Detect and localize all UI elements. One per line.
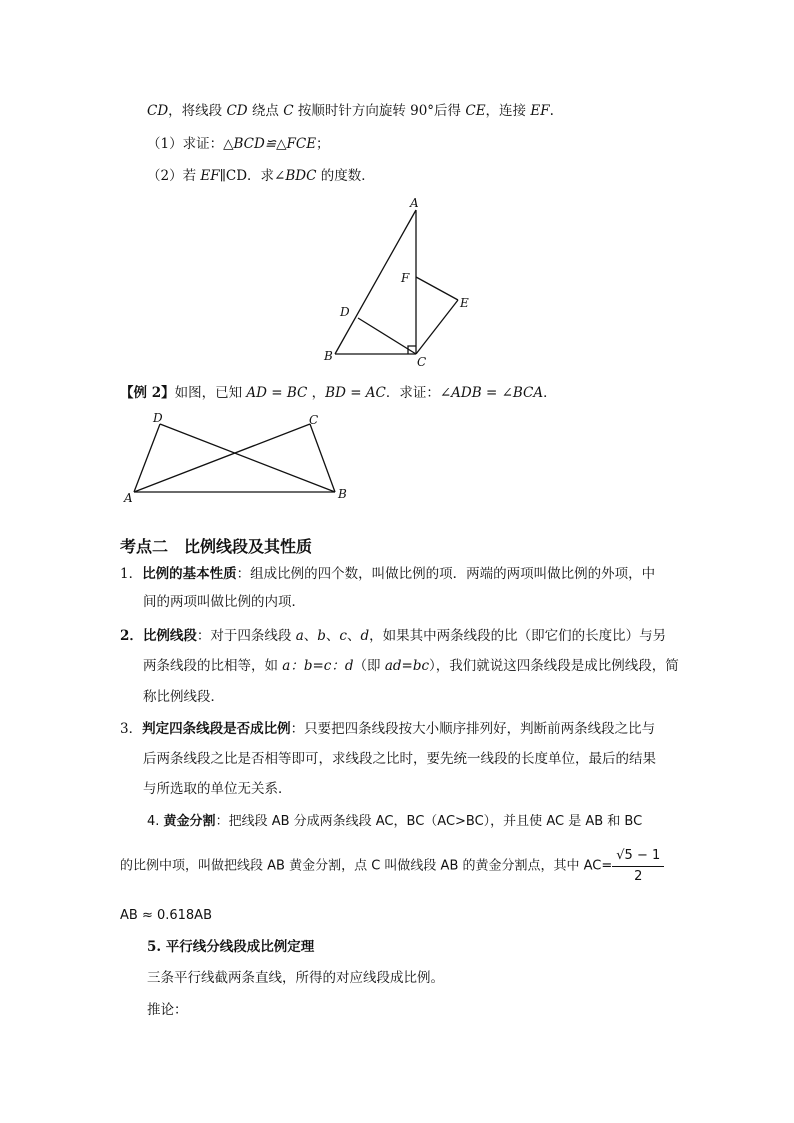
label-d: D <box>340 305 350 319</box>
item2-line2: 两条线段的比相等，如 a：b=c：d（即 ad=bc），我们就说这四条线段是成比例线段，简 <box>143 658 679 674</box>
example-label: 【例 2】 <box>120 385 175 401</box>
item4-line1: 4. 黄金分割：把线段 AB 分成两条线段 AC，BC（AC>BC），并且使 AC 是 AB 和 BC <box>147 814 643 829</box>
problem1-question1: （1）求证：△BCD≌△FCE； <box>147 136 330 152</box>
label-d2: D <box>153 411 163 425</box>
line-ce <box>416 300 458 354</box>
item4-line3: AB ≈ 0.618AB <box>120 908 212 923</box>
label-e: E <box>460 296 469 310</box>
item1-term: 比例的基本性质 <box>142 566 237 582</box>
item5-title: 5. 平行线分线段成比例定理 <box>147 939 315 955</box>
congruence-statement: △BCD≌△FCE <box>223 136 317 152</box>
line-fe <box>416 277 458 300</box>
item3-line2: 后两条线段之比是否相等即可，求线段之比时，要先统一线段的长度单位，最后的结果 <box>143 751 656 767</box>
item3-term: 判定四条线段是否成比例 <box>142 721 291 737</box>
line-ad2 <box>134 424 160 492</box>
item3-line3: 与所选取的单位无关系． <box>143 781 292 797</box>
item3-line1: 3．判定四条线段是否成比例：只要把四条线段按大小顺序排列好，判断前两条线段之比与 <box>120 721 656 737</box>
label-c: C <box>417 355 427 369</box>
problem1-question2: （2）若 EF∥CD．求∠BDC 的度数． <box>147 168 375 184</box>
figure-crossed-quadrilateral <box>120 410 360 505</box>
example2-statement: 【例 2】如图，已知 AD = BC ，BD = AC．求证：∠ADB = ∠BCA． <box>120 385 557 401</box>
label-f: F <box>401 271 410 285</box>
item4-line2: 的比例中项，叫做把线段 AB 黄金分割，点 C 叫做线段 AB 的黄金分割点，其中 AC= $\frac{√5 - 1}{2}$ <box>120 846 664 887</box>
item2-line1: 2．比例线段：对于四条线段 a、b、c、d，如果其中两条线段的比（即它们的长度比）与另 <box>120 628 667 644</box>
label-a2: A <box>124 491 133 505</box>
line-ca2 <box>134 424 310 492</box>
label-b2: B <box>338 487 347 501</box>
label-c2: C <box>309 413 319 427</box>
seg-cd: CD <box>147 103 169 119</box>
section-title: 考点二 比例线段及其性质 <box>120 537 313 556</box>
item4-term: 黄金分割 <box>163 814 216 829</box>
ratio-expression: a：b=c：d <box>282 658 354 674</box>
golden-ratio-fraction <box>612 846 664 887</box>
item1-line1: 1．比例的基本性质：组成比例的四个数，叫做比例的项．两端的两项叫做比例的外项，中 <box>120 566 656 582</box>
figure-triangle-rotation <box>318 192 478 372</box>
fraction-numerator: √5 − 1 <box>612 846 664 867</box>
line-db2 <box>160 424 335 492</box>
item2-term: 比例线段 <box>142 628 197 644</box>
label-b: B <box>324 349 333 363</box>
item5-corollary: 推论： <box>147 1002 188 1018</box>
problem1-line1: CD，将线段 CD 绕点 C 按顺时针方向旋转 90°后得 CE，连接 EF. <box>147 103 554 119</box>
label-a: A <box>410 196 419 210</box>
line-bc2 <box>310 424 335 492</box>
item5-theorem: 三条平行线截两条直线，所得的对应线段成比例。 <box>147 970 444 986</box>
line-cd <box>358 318 416 354</box>
item2-line3: 称比例线段． <box>143 689 224 705</box>
fraction-denominator: 2 <box>634 869 643 884</box>
item1-line2: 间的两项叫做比例的内项． <box>143 594 305 610</box>
